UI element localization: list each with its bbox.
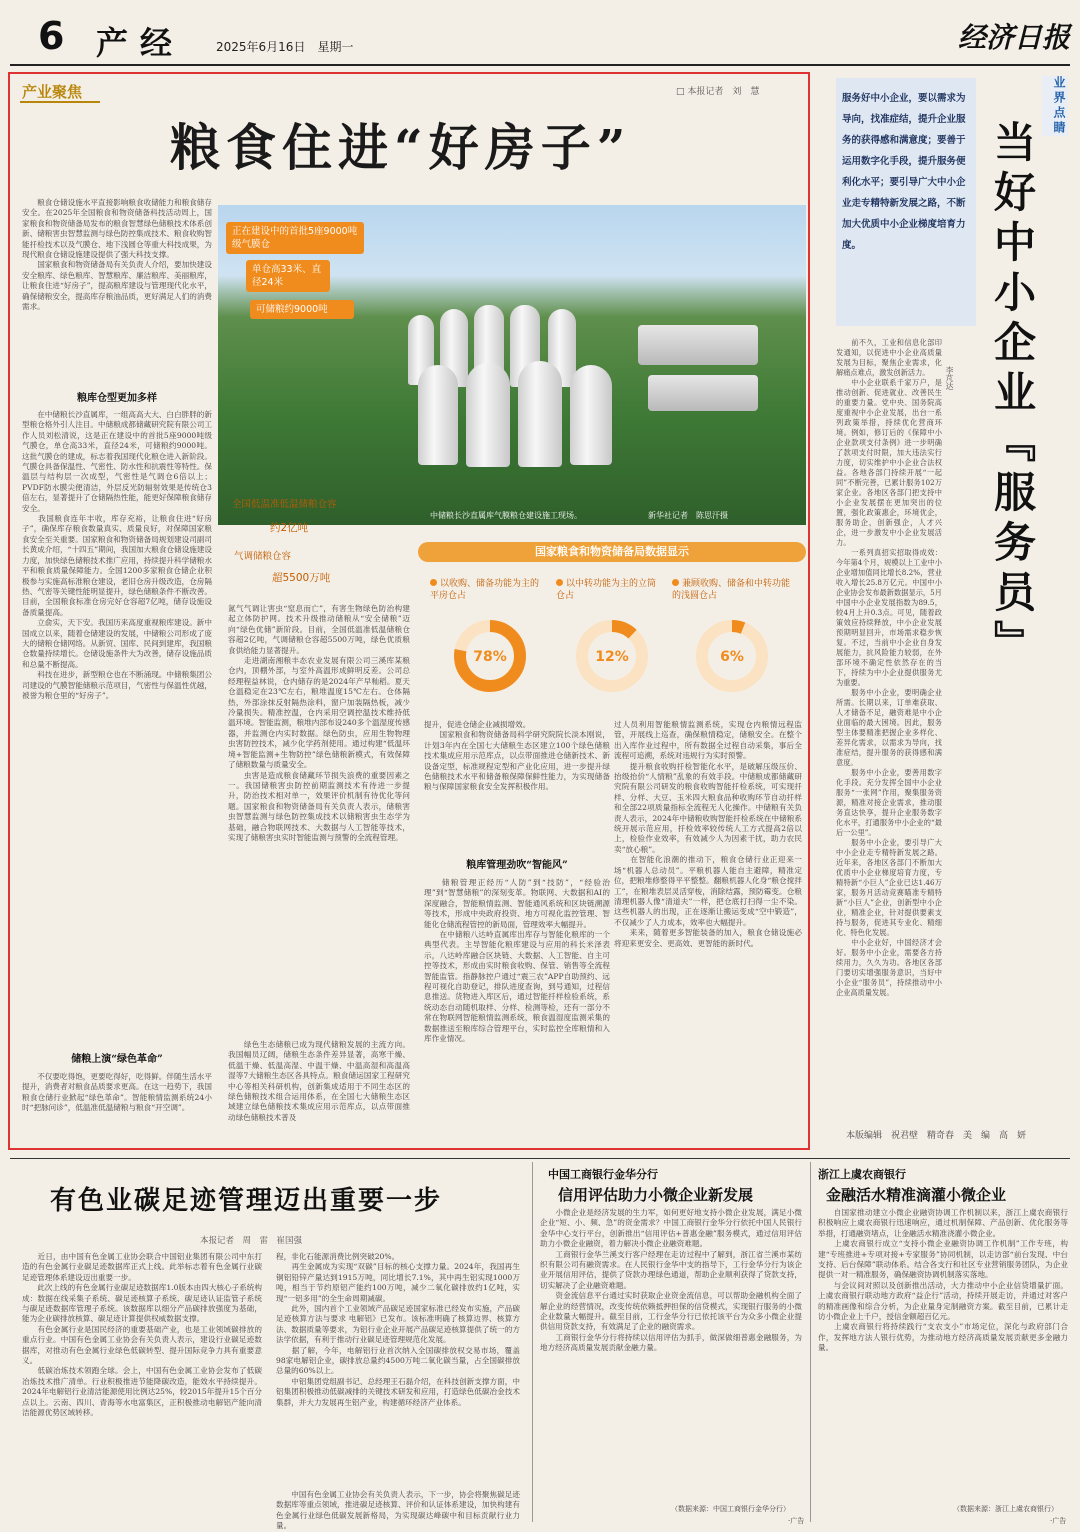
photo-credit: 新华社记者 陈思汗摄: [648, 511, 728, 520]
feature-col1-body: 在中储粮长沙直属库，一组高高大大、白白胖胖的新型粮仓格外引人注目。中储粮成都储藏研究院有限公司工作人员刘松清说，这是正在建设中的首批5座9000吨级气膜仓，单仓高33米，直径24米，可储粮约9000吨。这批气膜仓的建成，标志着我国现代化粮仓进入新阶段。气膜仓具备保温性、气密性、防水性和抗震性等特性。保温层与结构层一次成型，气密性是气调仓6倍以上；PVDF防水膜尖便清洁，外层反光防辐射效果是传统仓3倍左右，显著提升了仓储隔热性能，能更好保障粮食储存安全。 我国粮食连年丰收，库存充裕，让粮食住进“好房子”，确保库存粮食数量真实、质量良好，对保障国家粮食安全至关重要。国家粮食和物资储备局规划建设司副司长黄成介绍，“十四五”期间，我国加大粮食仓储设施建设力度，加快绿色储粮技术推广应用，持续提升科学储粮水平和粮食质量保障能力。全国1200多家粮食仓储企业积极参与实施高标准粮仓建设，老旧仓房升级改造，仓房隔热、气密等关键性能明显提升，绿色储粮条件不断改善。目前，全国粮食标准仓房完好仓容超7亿吨，储存设施设备质量提高。 立俞实，天下安。我国历来高度重视粮库建设。新中国成立以来，随着仓储建设的发展，中储粮公司形成了庞大的储粮仓储网络。从新贸、国库、民间到建库，我国粮仓数量持续增长。仓储设施条件大为改善，储存设施品质和总量不断提高。 科技在进步，新型粮仓也在不断涌现。中储粮集团公司建设的气膜智能储粮示范项目，气密性与保温性优越，被誉为粮仓里的“好房子”。: [22, 410, 213, 700]
callout-silo-count: 正在建设中的首批5座9000吨级气膜仓: [226, 222, 364, 254]
legend-label: 以收购、储备功能为主的平房仓占: [430, 579, 540, 601]
legend-label: 兼顾收购、储备和中转功能的浅圆仓占: [672, 579, 791, 601]
ad1-mark: ·广告: [788, 1517, 805, 1525]
ad1-body: 小微企业是经济发展的生力军，如何更好地支持小微企业发展，满足小微企业“短、小、频、急”的资金需求？中国工商银行金华分行依托中国人民银行金华中心支行平台，创新推出“信用评估+普惠金融”服务模式，通过信用评估助力小微企业融资，着力解决小微企业融资难题。 工商银行金华兰溪支行客户经理在走访过程中了解到，浙江省兰溪市某纺织有限公司有融资需求。在人民银行金华中支的指导下，工行金华分行为该企业开展信用评估，提供了贷款办理绿色通道，帮助企业顺利获得了贷款支持，切实解决了企业融资难题。 资金流信息平台通过实时获取企业资金流信息，可以帮助金融机构全面了解企业的经营情况，改变传统依赖抵押担保的信贷模式，实现银行服务的小微企业数量大幅提升。截至目前，工行金华分行已依托该平台为众多小微企业提供信用贷款支持，有效满足了企业的融资需求。 工商银行金华分行将持续以信用评估为抓手，做深做细普惠金融服务，为地方经济高质量发展贡献金融力量。: [540, 1208, 802, 1353]
section-name: 产经: [96, 24, 185, 62]
page-number: 6: [38, 14, 65, 58]
photo-caption: 中储粮长沙直属库气膜粮仓建设施工现场。: [430, 511, 582, 520]
feature-col3-body: 提升，促进仓储企业减损增效。 国家粮食和物资储备局科学研究院院长淡本刚说，计划3年内在全国七大储粮生态区建立100个绿色储粮技术集成应用示范库点，以点带面推进仓储新技术、新设备定型，标准规程定型和产业化应用，进一步提升绿色储粮技术水平和储备粮保障保鲜性能力，为实现储备粮与保障国家粮食安全发挥积极作用。: [424, 720, 610, 792]
ad1-source: （数据来源：中国工商银行金华分行）: [671, 1505, 790, 1513]
ring-value-label: 78%: [473, 649, 507, 665]
ad2-body: 自国家推动建立小微企业融资协调工作机制以来，浙江上虞农商银行积极响应上虞农商银行迅速响应，通过机制保障、产品创新、优化服务等举措，打通融资堵点，让金融活水精准浇灌小微企业。 上虞农商银行成立“支持小微企业融资协调工作机制”工作专班，构建“专班推进+专项对接+专家服务”协同机制，以走访部“前台发现、中台支持、后台保障”联动体系。结合各支行和社区专业营销服务团队，为企业提供一对一精准服务，确保融资协调机制落实落地。 与会议间对照以及创新推出活动，大力推动中小企业信贷增量扩面。上虞农商银行联动地方政府“益企行”活动，持续开展走访，并通过对客户的精准画像和综合分析，为企业量身定制融资方案。截至目前，已累计走访小微企业上千户，授信金额超百亿元。 上虞农商银行将持续践行“支农支小”市场定位，深化与政府部门合作，发挥地方法人银行优势，为推动地方经济高质量发展贡献更多金融力量。: [818, 1208, 1068, 1353]
column-divider: [810, 1162, 811, 1522]
subhead-smart: 粮库管理劲吹“智能风”: [466, 860, 568, 871]
warehouse-shape: [648, 375, 758, 411]
callout-silo-capacity: 可储粮约9000吨: [250, 300, 354, 319]
header-rule: [10, 64, 1070, 66]
ad1-org: 中国工商银行金华分行: [548, 1168, 658, 1181]
warehouse-shape: [638, 325, 758, 365]
sidebar-lead: 服务好中小企业，要以需求为导向，找准症结，提升企业服务的获得感和满意度；要善于运用数字化手段，提升服务便利化水平；要引导广大中小企业走专精特新发展之路，不断加大优质中小企业梯度培育力度。: [842, 93, 966, 251]
legend-item-tube: [556, 578, 660, 602]
subhead-green-revolution: 储粮上演“绿色革命”: [71, 1054, 163, 1065]
masthead-logo: 经济日报: [958, 21, 1071, 54]
sidebar-author: 李芃达: [945, 366, 954, 390]
stat-lowtemp-value: 约2亿吨: [270, 522, 309, 534]
feature-byline: □ 本报记者 刘 慧: [676, 87, 760, 97]
ad2-mark: ·广告: [1050, 1517, 1067, 1525]
stat-gas-value: 超5500万吨: [272, 572, 331, 584]
feature-headline: 粮食住进“好房子”: [170, 118, 632, 177]
page-editors: 本版编辑 祝君壁 精奇春 美 编 高 妍: [846, 1131, 1027, 1141]
ring-value-label: 6%: [720, 649, 744, 665]
sidebar-section-tag: 业界点睛: [1042, 76, 1068, 136]
legend-dot-icon: [672, 579, 679, 586]
sidebar-title: 当好中小企业『服务员』: [988, 120, 1037, 670]
legend-dot-icon: [430, 579, 437, 586]
feature-col1-end: 不仅要吃得饱，更要吃得好，吃得鲜。伴随生活水平提升，消费者对粮食品质要求更高。在这一趋势下，我国粮食仓储行业掀起“绿色革命”。智能粮情监测系统24小时“把脉问诊”，低温准低温储粮与粮食“开空调”。: [22, 1072, 212, 1113]
dome-silo-shape: [518, 361, 562, 467]
legend-label: 以中转功能为主的立筒仓占: [556, 579, 657, 601]
feature-col2-end: 绿色生态储粮已成为现代储粮发展的主流方向。我国幅员辽阔，储粮生态条件差异显著，高寒干燥、低温干燥、低温高湿、中温干燥、中温高湿和高温高湿等7大储粮生态区各具特点。粮食储运国家工程研究中心等相关科研机构，创新集成适用于不同生态区的绿色储粮技术组合运用体系，在全国七大储粮生态区域建立绿色储粮技术集成应用示范库点，以点带面推动绿色储粮技术普及: [228, 1040, 410, 1122]
issue-date: 2025年6月16日 星期一: [216, 40, 354, 54]
sidebar-body-narrow: 前不久，工业和信息化部印发通知，以促进中小企业高质量发展为目标，聚焦企业需求，化解痛点难点，激发创新活力。 中小企业联系千家万户，是推动创新、促进就业、改善民生的重要力量。党中央、国务院高度重视中小企业发展，出台一系列政策举措，持续优化营商环境。例如，修订后的《保障中小企业款项支付条例》进一步明确了款项支付时限，加大违法实行力度，切实维护中小企业合法权益。各地各部门持续开展“一起同”不断完善，已累计服务102万家企业。各地区各部门把支持中小企业发展摆在更加突出的位置，强化政策惠企，环境优企，服务助企，创新强企，人才兴企，进一步激发中小企业发展活力。 一系列真招实招取得成效：今年第4个月，规模以上工业中小企业增加值同比增长8.2%，营业收入增长25.8万亿元。中国中小企业协会发布最新数据显示，5月中国中小企业发展指数为89.5，较4月上升0.3点。可见，随着政策效应持续释放，中小企业发展预期明显回升，市场需求稳步恢复。不过，当前中小企业自身发展能力，抗风险能力较弱，在外部环境不确定性依然存在的当下，持续为中小企业提供服务尤为重要。 服务中小企业，要明确企业所需。长期以来，订单难获取、人才储备不足，融资难是中小企业面临的最大困境。因此，服务型主体要精准把握企业多样化、差异化需求，以需求为导向，找准症结，提升服务的获得感和满意度。 服务中小企业，要善用数字化手段。充分发挥全国中小企业服务“一张网”作用，聚集服务资源，精准对接企业需求，推动服务直达快享，提升企业服务数字化水平，打通服务中小企业的“最后一公里”。 服务中小企业，要引导广大中小企业走专精特新发展之路。近年来，各地区各部门不断加大优质中小企业梯度培育力度，专精特新“小巨人”企业已达1.46万家，服务月活动竞赛瞄准专精特新“小巨人”企业，创新型中小企业，精准企业，针对提供要素支持与服务，促进其专业化、精细化、特色化发展。 中小企业好，中国经济才会好。服务中小企业，需要各方持续用力，久久为功。各地区各部门要切实增强服务意识，当好中小企业“服务员”，持续推动中小企业高质量发展。: [836, 338, 942, 997]
bottom-byline: 本报记者 周 雷 崔国强: [200, 1236, 303, 1246]
chart-banner: 国家粮食和物资储备局数据显示: [418, 542, 806, 562]
ad1-title: 信用评估助力小微企业新发展: [558, 1186, 754, 1204]
stat-lowtemp-label: 全国低温准低温储粮仓容: [232, 499, 337, 510]
callout-silo-size: 单仓高33米、直径24米: [246, 260, 330, 292]
bottom-section-rule: [10, 1158, 1070, 1159]
dome-silo-shape: [466, 363, 510, 467]
feature-tag-underline: [20, 101, 100, 103]
bottom-col2: 程，非化石能源消费比例突破20%。 再生金属成为实现“双碳”目标的核心支撑力量。2024年，我国再生铜铝铅锌产量达到1915万吨，同比增长7.1%，其中再生铝实现1000万吨，相当于节约原铝产能约100万吨，减少二氧化碳排放约1亿吨，实现“一铝多用”的全生命周期减碳。 此外，国内首个工业领域产品碳足迹国家标准已经发布实施，产品碳足迹核算方法与要求 电解铝》已发布。该标准明确了核算边界、核算方法、数据质量等要求，为铝行业企业开展产品碳足迹核算提供了统一的方法学依据，有利于推动行业碳足迹管理规范化发展。 据了解，今年，电解铝行业首次纳入全国碳排放权交易市场，覆盖98家电解铝企业，碳排放总量约4500万吨二氧化碳当量，占全国碳排放总量的60%以上。 中铝集团党组副书记、总经理王石磊介绍，在科技创新支撑方面，中铝集团积极推动低碳减排的关键技术研发和应用，打造绿色低碳冶金技术集群，并大力发展再生铝产业，构建循环经济产业体系。: [276, 1252, 520, 1407]
feature-col4-body: 过人员利用智能粮情监测系统，实现仓内粮情远程监管，开展线上巡查，确保粮情稳定，储粮安全。在整个出入库作业过程中，所有数据全过程自动采集，事后全流程可追溯，系统对违规行为实时预警。 提升粮食收购扦检智能化水平，是破解压级压价、抬级抬价“人情粮”乱象的有效手段。中储粮成都储藏研究院有限公司研发的粮食收购智能扦检系统，可实现扦样、分样、大豆、玉米四大粮食品种收购环节自动扦样和全部22项质量指标全流程无人化操作。中储粮有关负责人表示，2024年中储粮收购智能扦检系统在中储粮系统开展示范应用，扦检效率较传统人工方式提高2倍以上，检验作业效率，有效减少人为因素干扰，助力农民卖“放心粮”。 在智能化浪潮的推动下，粮食仓储行业正迎来一场“机器人总动员”。平粮机器人能自主避障，精准定位，把粮堆修整得平平整整。翻粮机器人化身“粮仓搅拌工”，在粮堆表层灵活穿梭，消除结露，预防霉变。仓粮清理机器人像“清道夫”一样，把仓底打扫得一尘不染。这些机器人的出现，正在逐渐让搬运变成“空中锻造”，不仅减少了人力成本，效率也大幅提升。 来来，随着更多智能装备的加入，粮食仓储设施必将迎来更安全、更高效、更智能的新时代。: [614, 720, 802, 948]
bottom-col1: 近日，由中国有色金属工业协会联合中国铝业集团有限公司中东打造的有色金属行业碳足迹数据库正式上线。此举标志着有色金属行业碳足迹管理体系建设迈出重要一步。 此次上线的有色金属行业碳足迹数据库1.0版本由四大核心子系统构成：数据在线采集子系统、碳足迹核算子系统、碳足迹认证监管子系统与碳足迹数据库管理子系统。该数据库以细分产品碳排放强度为基础，能为企业碳排放核算、碳足迹计算提供权威数据支撑。 有色金属行业是国民经济的重要基础产业，也是工业领域碳排放的重点行业。中国有色金属工业协会有关负责人表示，建设行业碳足迹数据库，对推动有色金属行业绿色低碳转型、提升国际竞争力具有重要意义。 低碳冶炼技术领跑全球。会上，中国有色金属工业协会发布了低碳冶炼技术推广清单。行业积极推进节能降碳改造，能效水平持续提升。2024年电解铝行业清洁能源使用比例达25%，较2015年提升15个百分点以上。云南、四川、青海等水电富集区，正积极推动电解铝产能向清洁能源优势区域转移。: [22, 1252, 262, 1418]
chart-svg: [420, 610, 810, 700]
ad2-title: 金融活水精准滴灌小微企业: [826, 1186, 1007, 1204]
subhead-granary-types: 粮库仓型更加多样: [77, 393, 157, 404]
feature-tag: 产业聚焦: [22, 83, 83, 101]
legend-item-shallow: [672, 578, 792, 602]
ad2-org: 浙江上虞农商银行: [818, 1168, 906, 1181]
feature-col3-end: 储粮管理正经历“人防”到“技防”，“经验治理”到“智慧储粮”的深刻变革。物联网、大数据和AI的深度融合，智能粮情监测、智能通风系统和区块链溯源等技术，形成中央政府投资、地方可视化监控管理、智能化仓储流程管控的新局面，管理效率大幅提升。 在中储粮八达岭直属库出库存与智能化粮库的一个典型代表。主导智能化粮库建设与应用的科长米泽表示，八达岭库融合区块链、大数据、人工智能、自主可控等技术，形成由实时粮食收购、保管、销售等全流程智能监管。指静脉控户通过“震三农”APP自助预约、远程可视化自助登记，排队进度查询，到号通知，过程信息推送。货物进入库区后，通过智能扦样检验系统，系统动态自动随机取样、分样、检测等检，还有一部分不常在物联网智能粮情监测系统，粮食温湿度监测采集的数据推送至粮库综合管理平台，实时监控全库粮情和入库作业情况。: [424, 878, 610, 1044]
stat-gas-label: 气调储粮仓容: [234, 551, 292, 562]
ring-value-label: 12%: [595, 649, 629, 665]
bottom-headline: 有色业碳足迹管理迈出重要一步: [50, 1186, 443, 1216]
column-divider: [532, 1162, 533, 1522]
bottom-col3: 中国有色金属工业协会有关负责人表示，下一步，协会将聚焦碳足迹数据库等重点领域，推进碳足迹核算、评价和认证体系建设，加快构建有色金属行业绿色低碳发展新格局，为实现碳达峰碳中和目标贡献行业力量。: [276, 1490, 520, 1531]
legend-dot-icon: [556, 579, 563, 586]
feature-col1-intro: 粮食仓储设施水平直接影响粮食收储能力和粮食储存安全。在2025年全国粮食和物资储备科技活动周上，国家粮食和物资储备局发布的粮食智慧绿色储粮技术体系创新、储粮害虫智慧监测与绿色防控集成技术、粮食收购智能扦检技术以及气膜仓、地下浅圆仓等重大科技成果，为现代粮食仓储设施建设提供了强大科技支撑。 国家粮食和物资储备局有关负责人介绍，要加快建设安全粮库、绿色粮库、智慧粮库、廉洁粮库、美丽粮库，让粮食住进“好房子”，提高粮库建设与管理现代化水平，确保储粮安全，提高库存粮油品质，更好满足人们的消费需求。: [22, 198, 213, 312]
dome-silo-shape: [418, 365, 458, 465]
legend-item-flat: [430, 578, 546, 602]
ad2-source: （数据来源：浙江上虞农商银行）: [953, 1505, 1058, 1513]
feature-col2-body: 氮气气调让害虫“窒息而亡”，有害生物绿色防治构建起立体防护网。技术升级推动储粮从“安全储粮”迈向“绿色优储”新阶段。目前，全国低温准低温储粮仓容超2亿吨，气调储粮仓容超5500万吨，绿色优质粮食供给能力显著提升。 走进湖南湘粮丰态农业发展有限公司三溪库某粮仓内，顶棚外部，与室外高温形成鲜明反差。公司总经理程益林说，仓内储存的是2024年产早籼稻。夏天仓温稳定在23℃左右，粮堆温度15℃左右。仓体隔热，外部涂抹反射隔热涂料，窗户加装隔热板，减少冷量损失。精准控温，仓内采用空调控温技术维持低温环境。智能监测，粮堆内部布设240多个温湿度传感器，并监测仓内实时数据。绿色防虫，应用生物物理虫害防控技术，减少化学药剂使用。通过构建“低温环境+智能监测+生物防控”绿色储粮新模式，有效保障了储粮数量与质量安全。 虫害是造成粮食储藏环节损失浪费的重要因素之一。我国储粮害虫防控前期监测技术有待进一步提升，防治技术相对单一，效果评价机制有待优化等问题。国家粮食和物资储备局有关负责人表示，储粮害虫智慧监测与绿色防控集成技术以储粮害虫生态学为基础，融合物联网技术、大数据与人工智能等技术，实现了储粮害虫实时智能监测与预警的全流程管理。: [228, 604, 410, 842]
dome-silo-shape: [570, 365, 612, 465]
